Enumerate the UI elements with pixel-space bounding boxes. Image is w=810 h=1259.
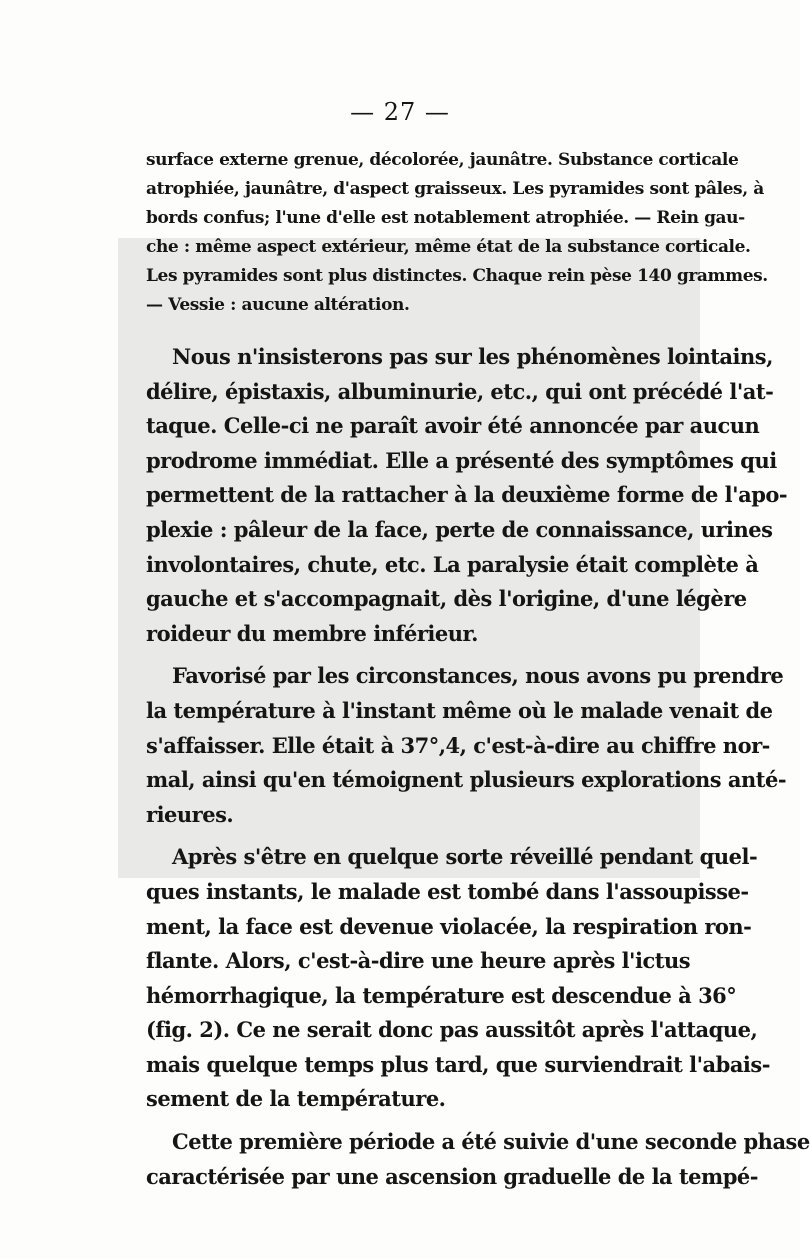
text-line: bords confus; l'une d'elle est notablement atrophiée. — Rein gau- (146, 208, 745, 228)
text-line: s'affaisser. Elle était à 37°,4, c'est-à-dire au chiffre nor- (146, 732, 770, 758)
text-line: taque. Celle-ci ne paraît avoir été annoncée par aucun (146, 413, 760, 439)
text-line: atrophiée, jaunâtre, d'aspect graisseux. Les pyramides sont pâles, à (146, 179, 764, 199)
text-line: la température à l'instant même où le malade venait de (146, 697, 773, 723)
text-line: Cette première période a été suivie d'une seconde phase (172, 1129, 810, 1155)
paragraph (146, 1125, 810, 1194)
text-line: mal, ainsi qu'en témoignent plusieurs explorations anté- (146, 767, 787, 793)
text-line: ment, la face est devenue violacée, la respiration ron- (146, 913, 752, 939)
text-line: che : même aspect extérieur, même état de la substance corticale. (146, 237, 751, 257)
paragraph (146, 659, 787, 832)
text-line: (fig. 2). Ce ne serait donc pas aussitôt après l'attaque, (146, 1017, 758, 1043)
text-line: délire, épistaxis, albuminurie, etc., qui ont précédé l'at- (146, 378, 774, 404)
text-line: surface externe grenue, décolorée, jaunâtre. Substance corticale (146, 150, 739, 170)
text-line: caractérisée par une ascension graduelle de la tempé- (146, 1163, 759, 1189)
body-text (146, 340, 810, 1194)
text-line: — Vessie : aucune altération. (146, 295, 410, 315)
page-number: — 27 — (350, 98, 450, 126)
text-line: involontaires, chute, etc. La paralysie était complète à (146, 551, 759, 577)
text-line: prodrome immédiat. Elle a présenté des symptômes qui (146, 447, 777, 473)
text-line: sement de la température. (146, 1086, 446, 1112)
text-line: plexie : pâleur de la face, perte de connaissance, urines (146, 516, 773, 542)
text-line: hémorrhagique, la température est descendue à 36° (146, 982, 737, 1008)
text-line: flante. Alors, c'est-à-dire une heure après l'ictus (146, 948, 691, 974)
text-line: mais quelque temps plus tard, que surviendrait l'abais- (146, 1051, 770, 1077)
text-line: Les pyramides sont plus distinctes. Chaque rein pèse 140 grammes. (146, 266, 768, 286)
text-line: Favorisé par les circonstances, nous avons pu prendre (172, 663, 784, 689)
text-line: rieures. (146, 801, 234, 827)
text-line: ques instants, le malade est tombé dans l'assoupisse- (146, 878, 749, 904)
text-line: gauche et s'accompagnait, dès l'origine, d'une légère (146, 586, 747, 612)
paragraph (146, 840, 770, 1117)
text-line: Nous n'insisterons pas sur les phénomènes lointains, (172, 344, 773, 369)
paragraph (146, 340, 788, 651)
text-line: Après s'être en quelque sorte réveillé pendant quel- (172, 844, 758, 870)
case-notes-text (146, 146, 768, 320)
text-line: permettent de la rattacher à la deuxième forme de l'apo- (146, 482, 788, 508)
text-line: roideur du membre inférieur. (146, 620, 478, 646)
